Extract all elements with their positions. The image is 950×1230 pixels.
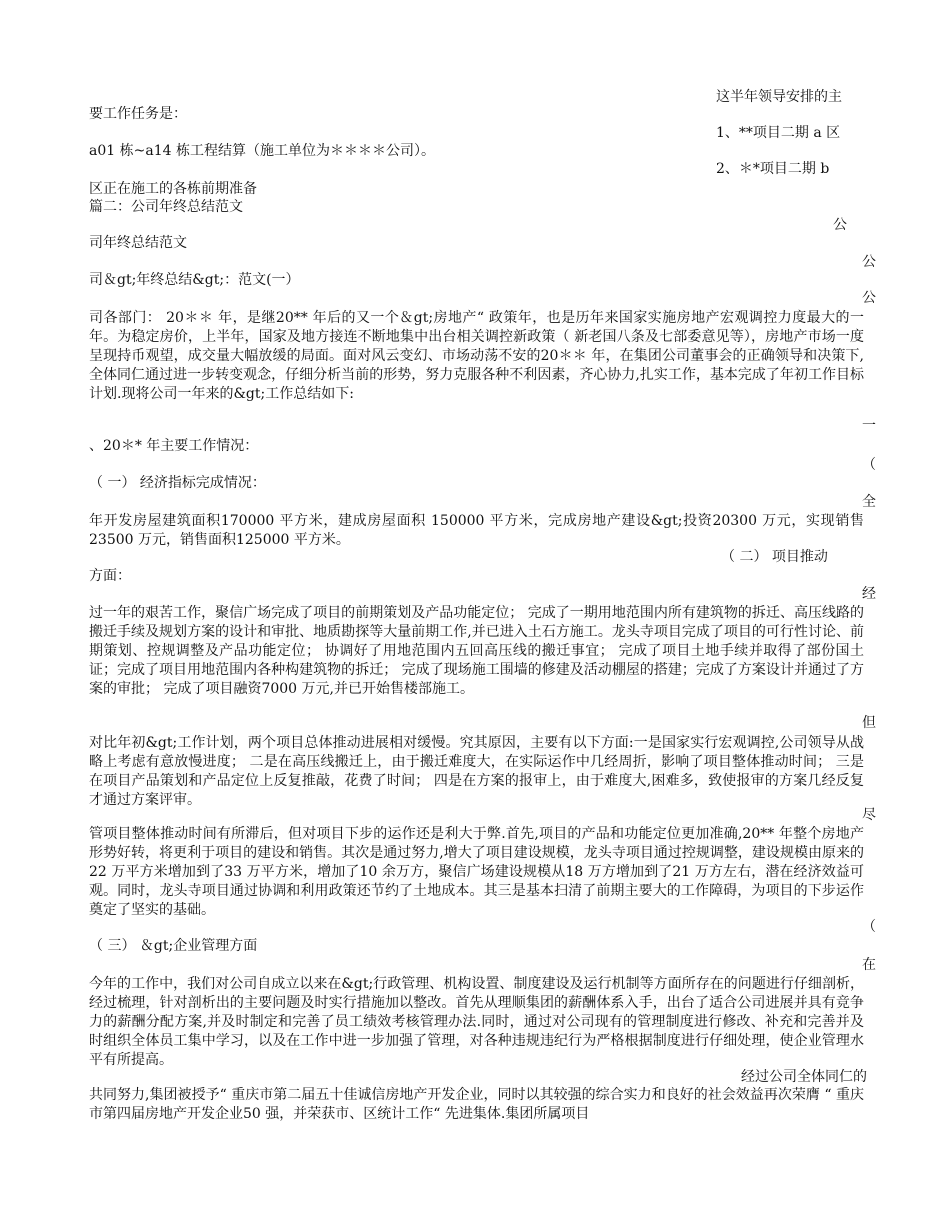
margin-char: 全 xyxy=(862,494,876,510)
text-line: a01 栋~a14 栋工程结算（施工单位为＊＊＊＊公司）。 xyxy=(89,143,435,159)
text-line: 司＆gt;年终总结&gt;：范文(一） xyxy=(89,272,300,288)
margin-char: （ xyxy=(862,919,876,935)
section-heading: （ 二） 项目推动 xyxy=(721,549,828,565)
section-heading: 篇二：公司年终总结范文 xyxy=(89,199,243,215)
paragraph: 今年的工作中，我们对公司自成立以来在&gt;行政管理、机构设置、制度建设及运行机制等方面所存在的问题进行仔细剖析，经过梳理，针对剖析出的主要问题及时实行措施加以整改。首先从理顺集团的薪酬体系入手，出台了适合公司进展并具有竞争力的薪酬分配方案,并及时制定和完善了员工绩效考核管理办法.同时，通过对公司现有的管理制度进行修改、补充和完善并及时组织全体员工集中学习，以及在工作中进一步加强了管理，对各种违规违纪行为严格根据制度进行仔细处理，使企业管理水平有所提高。 xyxy=(89,976,864,1068)
paragraph: 共同努力,集团被授予“ 重庆市第二届五十佳诚信房地产开发企业，同时以其较强的综合实力和良好的社会效益再次荣膺 “ 重庆市第四届房地产开发企业50 强，并荣获市、区统计工作“ 先进集体.集团所属项目 xyxy=(89,1087,864,1122)
margin-char: 尽 xyxy=(862,807,876,823)
section-heading: （ 三） ＆gt;企业管理方面 xyxy=(89,938,258,954)
margin-char: 在 xyxy=(862,957,876,973)
section-heading: （ 一） 经济指标完成情况： xyxy=(89,475,266,491)
text-line: 2、＊*项目二期 b xyxy=(716,161,830,177)
margin-char: 公 xyxy=(833,217,847,233)
margin-char: 公 xyxy=(862,290,876,306)
paragraph: 司各部门： 20＊＊ 年，是继20** 年后的又一个＆gt;房地产“ 政策年，也是历年来国家实施房地产宏观调控力度最大的一年。为稳定房价，上半年，国家及地方接连不断地集中出台相关调控新政策（ 新老国八条及七部委意见等），房地产市场一度呈现持币观望，成交量大幅放缓的局面。面对风云变幻、市场动荡不安的20＊＊ 年，在集团公司董事会的正确领导和决策下,全体同仁通过进一步转变观念，仔细分析当前的形势，努力克服各种不利因素，齐心协力,扎实工作，基本完成了年初工作目标计划.现将公司一年来的&gt;工作总结如下: xyxy=(89,310,864,402)
text-line: 经过公司全体同仁的 xyxy=(741,1069,867,1085)
margin-char: 一 xyxy=(862,418,876,434)
text-line: 方面： xyxy=(89,568,131,584)
paragraph: 年开发房屋建筑面积170000 平方米，建成房屋面积 150000 平方米，完成房地产建设&gt;投资20300 万元，实现销售23500 万元，销售面积125000 平方米。 xyxy=(89,513,864,548)
text-line: 要工作任务是： xyxy=(89,106,187,122)
text-line: 区正在施工的各栋前期准备 xyxy=(89,181,257,197)
text-line: 这半年领导安排的主 xyxy=(716,89,842,105)
margin-char: （ xyxy=(862,457,876,473)
paragraph: 管项目整体推动时间有所滞后，但对项目下步的运作还是利大于弊.首先,项目的产品和功能定位更加准确,20** 年整个房地产形势好转，将更利于项目的建设和销售。其次是通过努力,增大了项目建设规模，龙头寺项目通过控规调整，建设规模由原来的22 万平方米增加到了33 万平方米，增加了10 余万方，聚信广场建设规模从18 万方增加到了21 万方左右，潜在经济效益可观。同时，龙头寺项目通过协调和利用政策还节约了土地成本。其三是基本扫清了前期主要大的工作障碍，为项目的下步运作奠定了坚实的基础。 xyxy=(89,826,864,918)
paragraph: 对比年初&gt;工作计划，两个项目总体推动进展相对缓慢。究其原因，主要有以下方面:一是国家实行宏观调控,公司领导从战略上考虑有意放慢进度； 二是在高压线搬迁上，由于搬迁难度大，在实际运作中几经周折，影响了项目整体推动时间； 三是在项目产品策划和产品定位上反复推敲，花费了时间； 四是在方案的报审上，由于难度大,困难多，致使报审的方案几经反复才通过方案评审。 xyxy=(89,735,864,808)
section-heading: 、20＊* 年主要工作情况： xyxy=(89,438,259,454)
margin-char: 经 xyxy=(862,586,876,602)
margin-char: 公 xyxy=(862,254,876,270)
document-title: 司年终总结范文 xyxy=(89,235,187,251)
text-line: 1、**项目二期 a 区 xyxy=(716,125,841,141)
margin-char: 但 xyxy=(862,715,876,731)
paragraph: 过一年的艰苦工作，聚信广场完成了项目的前期策划及产品功能定位； 完成了一期用地范围内所有建筑物的拆迁、高压线路的搬迁手续及规划方案的设计和审批、地质勘探等大量前期工作,并已进入土石方施工。龙头寺项目完成了项目的可行性讨论、前期策划、控规调整及产品功能定位； 协调好了用地范围内五回高压线的搬迁事宜； 完成了项目土地手续并取得了部份国土证；完成了项目用地范围内各种构建筑物的拆迁； 完成了现场施工围墙的修建及活动棚屋的搭建；完成了方案设计并通过了方案的审批； 完成了项目融资7000 万元,并已开始售楼部施工。 xyxy=(89,605,864,697)
